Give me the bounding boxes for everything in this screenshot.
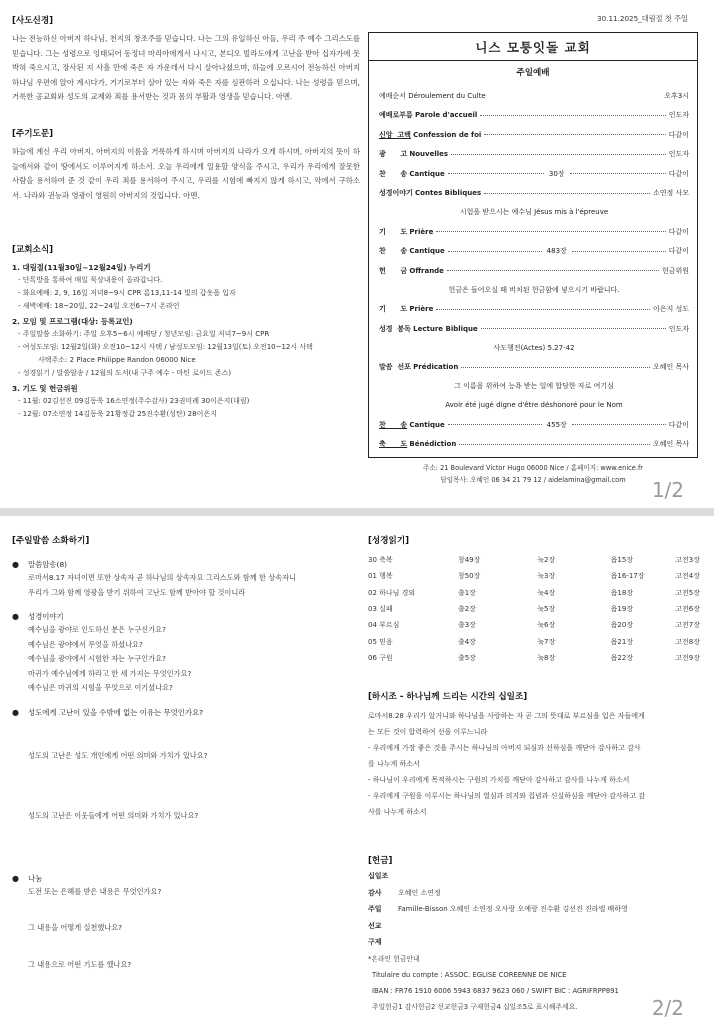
reading-cell: 눅4장: [537, 588, 556, 597]
dotted-leader: [451, 154, 666, 155]
order-label-ko: 찬 송: [379, 247, 408, 256]
dotted-leader: [570, 173, 666, 174]
digest-line: 예수님을 광야로 인도하신 분은 누구신가요?: [28, 625, 166, 634]
online-offering-line: Titulaire du compte : ASSOC. EGLISE COREENNE DE NICE: [372, 970, 567, 979]
order-row: [379, 415, 689, 435]
order-row: [379, 145, 689, 165]
news-item-detail: - 단톡방을 통하여 매일 묵상내용이 올라갑니다.: [18, 276, 163, 285]
pastor-contact: 담임목사: 오혜인 06 34 21 79 12 / aidelamina@gmail.com: [440, 476, 626, 484]
reading-cell: 욥21장: [610, 637, 634, 646]
order-label-fr: Bénédiction: [409, 440, 457, 449]
order-leader: 다같이: [668, 247, 689, 256]
bulletin-page-1: [0, 0, 714, 508]
digest-block-head: [12, 610, 352, 623]
order-label-fr: Contes Bibliques: [415, 189, 482, 198]
order-label-fr: Nouvelles: [409, 150, 449, 159]
reading-cell: 눅7장: [537, 637, 556, 646]
order-label: [379, 439, 456, 449]
weekly-prayer-line: 로마서8.28 우리가 알거니와 하나님을 사랑하는 자 곧 그의 뜻대로 부르심을 입은 자들에게: [368, 712, 645, 721]
reading-row: [368, 552, 700, 568]
reading-cell: 눅3장: [537, 572, 556, 581]
reading-cell: 욥20장: [610, 621, 634, 630]
church-name: 니스 모퉁잇돌 교회: [369, 33, 697, 61]
date-line: 30.11.2025_대림절 첫 주일: [597, 14, 688, 23]
online-offering-info: [368, 967, 700, 1016]
weekly-prayer-line: - 우리에게 구원을 이루시는 하나님의 열심과 의지와 집념과 신실하심을 깨닫아 감사하고 감: [368, 792, 646, 801]
sharing-head: [12, 872, 352, 885]
reading-cell: 욥18장: [610, 588, 634, 597]
news-item-detail: - 12월: 07소연정 14김동욱 21황정갑 25진수환(성탄) 28이은지: [18, 410, 217, 419]
dotted-leader: [480, 115, 665, 116]
order-header-label: 예배순서 Déroulement du Culte: [379, 91, 486, 100]
order-row: [379, 242, 689, 262]
order-leader: 다같이: [668, 227, 689, 236]
order-leader: 다같이: [668, 169, 690, 178]
reading-cell: 고전3장: [675, 556, 700, 565]
news-item-heading: 1. 대림절(11월30일~12월24일) 누리기: [12, 263, 151, 273]
order-row: [379, 261, 689, 281]
sermon-digest-section: [12, 534, 352, 972]
offering-category: 주일: [368, 905, 382, 914]
dotted-leader: [459, 444, 650, 445]
reading-cell: 고전9장: [675, 653, 700, 662]
digest-block-head: [12, 558, 352, 571]
sermon-title-ko: 그 이름을 위하여 능욕 받는 일에 합당한 자로 여기심: [454, 382, 614, 390]
dotted-leader: [461, 367, 650, 368]
reading-cell: 출2장: [457, 605, 476, 614]
story-note: 시험을 받으시는 예수님 Jésus mis à l'épreuve: [459, 208, 609, 216]
order-row: [379, 125, 689, 145]
service-time: 오후3시: [664, 91, 689, 100]
order-label-fr: Prédication: [413, 363, 459, 372]
order-label-ko: 찬 송: [379, 420, 408, 429]
offering-section: [368, 854, 700, 1015]
order-leader: 헌금위원: [661, 266, 689, 275]
order-row: [379, 222, 689, 242]
order-leader: 인도자: [668, 111, 689, 120]
news-item-detail: - 여성도모임: 12월2일(화) 오전10~12시 사택 / 남성도모임: 12월13일(토) 오전10~12시 사택: [18, 343, 313, 352]
hymn-number: 483장: [546, 247, 567, 256]
reading-cell: 06 구원: [368, 653, 393, 662]
order-label: [379, 149, 448, 159]
order-label: [379, 110, 477, 120]
offering-names: 오혜인 소연정: [398, 888, 441, 897]
order-label-ko: 축 도: [379, 440, 408, 449]
reading-cell: 고전6장: [675, 605, 700, 614]
order-row: [379, 435, 689, 455]
reading-cell: 02 하나님 경외: [368, 588, 416, 597]
digest-line: 예수님을 광야에서 시험한 자는 누구인가요?: [28, 654, 166, 663]
offering-row: [368, 934, 700, 951]
reading-cell: 고전7장: [675, 621, 700, 630]
order-label: [379, 188, 481, 198]
order-label-ko: 광 고: [379, 150, 408, 159]
reading-row: [368, 633, 700, 649]
weekly-prayer-line: - 하나님이 우리에게 목적하시는 구원의 가치를 깨닫아 감사하고 감사를 나누게 하소서: [368, 776, 630, 785]
reading-cell: 욥22장: [610, 653, 634, 662]
reading-row: [368, 650, 700, 666]
order-label-fr: Offrande: [409, 266, 444, 275]
reading-cell: 욥16-17장: [610, 572, 645, 581]
digest-line: 예수님은 마귀의 시험을 무엇으로 이기셨나요?: [28, 683, 173, 692]
offering-row: [368, 901, 700, 918]
weekly-prayer-line: 사를 나누게 하소서: [368, 808, 427, 817]
digest-block-title: 성도에게 고난이 있을 수밖에 없는 이유는 무엇인가요?: [28, 707, 204, 717]
reading-cell: 창50장: [457, 572, 481, 581]
hymn-number: 30장: [548, 169, 565, 178]
lords-prayer-section: [12, 127, 360, 203]
order-leader: 다같이: [668, 130, 689, 139]
bible-reading-table: [368, 552, 700, 666]
digest-blocks: [12, 558, 352, 719]
order-leader: 오혜인 목사: [652, 440, 689, 449]
reading-cell: 출4장: [457, 637, 476, 646]
offering-row: [368, 885, 700, 902]
reading-cell: 눅2장: [537, 556, 556, 565]
order-label-ko: 헌 금: [379, 266, 408, 275]
offering-title: [헌금]: [368, 856, 393, 867]
page1-left-column: [12, 14, 360, 431]
weekly-prayer-line: - 우리에게 가장 좋은 것을 주시는 하나님의 아버지 되심과 선하심을 깨닫아 감사하고 감사: [368, 744, 641, 753]
news-item-detail: - 11월: 02김선진 09김동욱 16소연정(주수감사) 23권미례 30이은지(대림): [18, 397, 250, 406]
reading-cell: 출5장: [457, 653, 476, 662]
order-label-ko: 기 도: [379, 227, 408, 236]
lords-prayer-text: 하늘에 계신 우리 아버지, 아버지의 이름을 거룩하게 하시며 아버지의 나라가 오게 하시며, 아버지의 뜻이 하늘에서와 같이 땅에서도 이루어지게 하소서. 오늘 우리에게 일용할 양식을 주시고, 우리가 우리에게 잘못한 사람을 용서하여 준 것 같이 우리 죄를 용서하여 주시고, 우리를 시험에 빠지지 않게 하시고, 악에서 구하소서. 나라와 권능과 영광이 영원히 아버지의 것입니다. 아멘.: [12, 146, 360, 200]
reading-cell: 눅5장: [537, 605, 556, 614]
lords-prayer-title: [주기도문]: [12, 128, 54, 139]
order-label: [379, 362, 458, 372]
order-label: [379, 266, 444, 276]
order-leader: 다같이: [668, 420, 689, 429]
reading-cell: 출1장: [457, 588, 476, 597]
page-number: 1/2: [651, 478, 684, 502]
order-row: [379, 106, 689, 126]
dotted-leader: [484, 134, 665, 135]
order-label-fr: Cantique: [409, 247, 445, 256]
order-label-ko: 예배로부름: [379, 111, 413, 120]
page2-right-column: [368, 534, 700, 1015]
bullet-icon: ●: [12, 873, 19, 883]
digest-block-head: [12, 706, 352, 719]
order-label: [379, 304, 433, 314]
order-label: [379, 246, 445, 256]
hymn-number: 455장: [546, 420, 567, 429]
news-item-detail: 사택주소: 2 Place Philippe Randon 06000 Nice: [38, 356, 196, 365]
bible-reading-section: [368, 534, 700, 666]
digest-block-title: 성경이야기: [28, 612, 64, 621]
order-label-fr: Cantique: [409, 169, 445, 178]
church-address: 주소: 21 Boulevard Victor Hugo 06000 Nice / 홈페이지: www.enice.fr: [423, 464, 643, 472]
order-leader: 인도자: [668, 150, 689, 159]
bible-reading-title: [성경읽기]: [368, 536, 410, 546]
order-row: [379, 358, 689, 378]
order-label-fr: Confession de foi: [413, 130, 482, 139]
dotted-leader: [448, 424, 542, 425]
online-offering-title: *온라인 헌금안내: [368, 954, 420, 963]
reading-row: [368, 585, 700, 601]
dotted-leader: [484, 193, 650, 194]
offering-list: [368, 868, 700, 951]
order-of-worship-list: [369, 86, 697, 454]
news-item-detail: - 새벽예배: 18~20일, 22~24일 오전6~7시 온라인: [18, 302, 180, 311]
reading-cell: 30 축복: [368, 556, 393, 565]
page1-footer: [368, 462, 698, 486]
order-header-row: [379, 86, 689, 106]
dotted-leader: [448, 173, 544, 174]
reading-row: [368, 568, 700, 584]
question-others: 성도의 고난은 이웃들에게 어떤 의미와 가치가 있나요?: [28, 811, 199, 820]
order-label-ko: 말씀 선포: [379, 363, 411, 372]
page-number: 2/2: [651, 996, 684, 1020]
question-personal: 성도의 고난은 성도 개인에게 어떤 의미와 가치가 있나요?: [28, 750, 208, 760]
order-label-fr: Lecture Biblique: [413, 324, 478, 333]
order-leader: 이은지 성도: [652, 305, 689, 314]
digest-line: 우리가 그와 함께 영광을 받기 위하여 고난도 함께 받아야 할 것이니라: [28, 587, 246, 597]
reading-cell: 창49장: [457, 556, 481, 565]
order-label: [379, 324, 478, 334]
order-label-ko: 성경 봉독: [379, 324, 411, 333]
offering-row: [368, 918, 700, 935]
offering-category: 선교: [368, 921, 382, 930]
reading-row: [368, 617, 700, 633]
order-row: [379, 164, 689, 184]
reading-cell: 01 행복: [368, 572, 393, 581]
news-item-heading: 3. 기도 및 헌금위원: [12, 384, 78, 394]
reading-cell: 고전4장: [675, 572, 700, 581]
order-label-ko: 성경이야기: [379, 189, 413, 198]
bullet-icon: ●: [12, 707, 19, 717]
sermon-digest-title: [주일말씀 소화하기]: [12, 536, 90, 546]
reading-cell: 눅8장: [537, 653, 556, 662]
online-offering-line: 주일헌금1 감사헌금2 선교헌금3 구제헌금4 십일조5로 표시해주세요.: [372, 1003, 578, 1012]
reading-cell: 03 실패: [368, 605, 393, 614]
order-label: [379, 169, 445, 179]
reading-cell: 욥19장: [610, 605, 634, 614]
bulletin-page-2: [0, 516, 714, 1024]
offering-row: [368, 868, 700, 885]
offering-category: 구제: [368, 938, 382, 947]
reading-cell: 욥15장: [610, 556, 634, 565]
bullet-icon: ●: [12, 560, 19, 569]
reading-cell: 04 부르심: [368, 621, 400, 630]
sharing-question-2: 그 내용을 어떻게 실천했나요?: [28, 923, 122, 932]
weekly-prayer-section: [368, 690, 700, 820]
dotted-leader: [447, 270, 659, 271]
bullet-icon: ●: [12, 612, 19, 621]
order-label-fr: Cantique: [409, 420, 445, 429]
offering-names: Famille-Bisson 오혜인 소연정 오사랑 오예랑 진수환 김선진 진라엘 배하영: [398, 905, 628, 914]
order-label-ko: 찬 송: [379, 169, 408, 178]
order-row: [379, 319, 689, 339]
offering-category: 감사: [368, 888, 382, 897]
church-news-title: [교회소식]: [12, 245, 54, 256]
reading-cell: 05 믿음: [368, 637, 393, 646]
dotted-leader: [436, 231, 665, 232]
reading-row: [368, 601, 700, 617]
sharing-question-3: 그 내용으로 어떤 기도를 했나요?: [28, 959, 132, 969]
order-leader: 인도자: [668, 324, 689, 333]
online-offering-line: IBAN : FR76 1910 6006 5943 6837 9623 060 / SWIFT BIC : AGRIFRPP891: [372, 986, 619, 995]
weekly-prayer-title: [하시조 - 하나님께 드리는 시간의 십일조]: [368, 692, 528, 703]
digest-line: 예수님은 광야에서 무엇을 하셨나요?: [28, 639, 143, 649]
sermon-title-fr: Avoir été jugé digne d'être déshonoré pour le Nom: [445, 401, 623, 409]
order-leader: 오혜인 목사: [652, 363, 689, 372]
sharing-label: 나눔: [28, 873, 43, 883]
order-row: [379, 184, 689, 204]
offering-category: 십일조: [368, 872, 389, 881]
order-of-worship-box: [368, 32, 698, 458]
service-title: 주일예배: [516, 68, 550, 78]
dotted-leader: [436, 309, 650, 310]
creed-section: [12, 14, 360, 105]
news-item-heading: 2. 모임 및 프로그램(대상: 등록교인): [12, 317, 133, 327]
digest-line: 로마서8.17 자녀이면 또한 상속자 곧 하나님의 상속자요 그리스도와 함께 한 상속자니: [28, 573, 296, 582]
news-item-detail: - 주일말씀 소화하기: 주일 오후5~6시 예배당 / 청년모임: 금요일 저녁7~9시 CPR: [18, 330, 270, 339]
order-label: [379, 227, 433, 237]
reading-cell: 출3장: [457, 621, 476, 630]
weekly-prayer-lines: [368, 708, 700, 820]
order-label-ko: 신앙 고백: [379, 130, 411, 139]
order-label: [379, 130, 481, 140]
order-label-fr: Parole d'accueil: [415, 111, 478, 120]
dotted-leader: [572, 424, 666, 425]
scripture-reference: 사도행전(Actes) 5.27-42: [493, 343, 575, 352]
digest-block-title: 말씀암송(8): [28, 560, 68, 569]
church-news-section: [12, 243, 360, 421]
offering-note: 헌금은 들어오실 때 비치된 헌금함에 넣으시기 바랍니다.: [448, 285, 620, 294]
creed-title: [사도신경]: [12, 16, 54, 26]
dotted-leader: [448, 251, 542, 252]
creed-text: 나는 전능하신 아버지 하나님, 천지의 창조주를 믿습니다. 나는 그의 유일하신 아들, 우리 주 예수 그리스도를 믿습니다. 그는 성령으로 잉태되어 동정녀 마리아에게서 나시고, 본디오 빌라도에게 고난을 받아 십자가에 못 박혀 죽으시고, 장사된 지 사흘 만에 죽은 자 가운데서 다시 살아나셨으며, 하늘에 오르시어 전능하신 아버지 하나님 우편에 앉아 계시다가, 거기로부터 살아 있는 자와 죽은 자를 심판하러 오십니다. 나는 성령을 믿으며, 거룩한 공교회와 성도의 교제와 죄를 용서받는 것과 몸의 부활과 영생을 믿습니다. 아멘.: [12, 34, 360, 102]
order-label-fr: Prière: [409, 305, 434, 314]
news-item-detail: - 화요예배: 2, 9, 16일 저녁8~9시 CPR 롬13,11-14 빛의 갑옷을 입자: [18, 289, 236, 298]
news-item-detail: - 성경읽기 / 말씀암송 / 12월의 도서(내 구주 예수 - 마틴 로이드 존스): [18, 369, 232, 378]
weekly-prayer-line: 는 모든 것이 합력하여 선을 이루느니라: [368, 728, 488, 737]
order-label-ko: 기 도: [379, 305, 408, 314]
digest-line: 마귀가 예수님에게 하라고 한 세 가지는 무엇인가요?: [28, 668, 192, 678]
order-row: [379, 300, 689, 320]
reading-cell: 고전8장: [675, 637, 700, 646]
dotted-leader: [481, 328, 666, 329]
church-news-list: [12, 261, 360, 421]
order-leader: 소연정 사모: [652, 189, 689, 198]
weekly-prayer-line: 를 나누게 하소서: [368, 760, 420, 769]
sharing-question-1: 도전 또는 은혜를 받은 내용은 무엇인가요?: [28, 886, 162, 896]
order-label-fr: Prière: [409, 227, 434, 236]
reading-cell: 눅6장: [537, 621, 556, 630]
reading-cell: 고전5장: [675, 588, 700, 597]
order-label: [379, 420, 445, 430]
dotted-leader: [572, 251, 666, 252]
